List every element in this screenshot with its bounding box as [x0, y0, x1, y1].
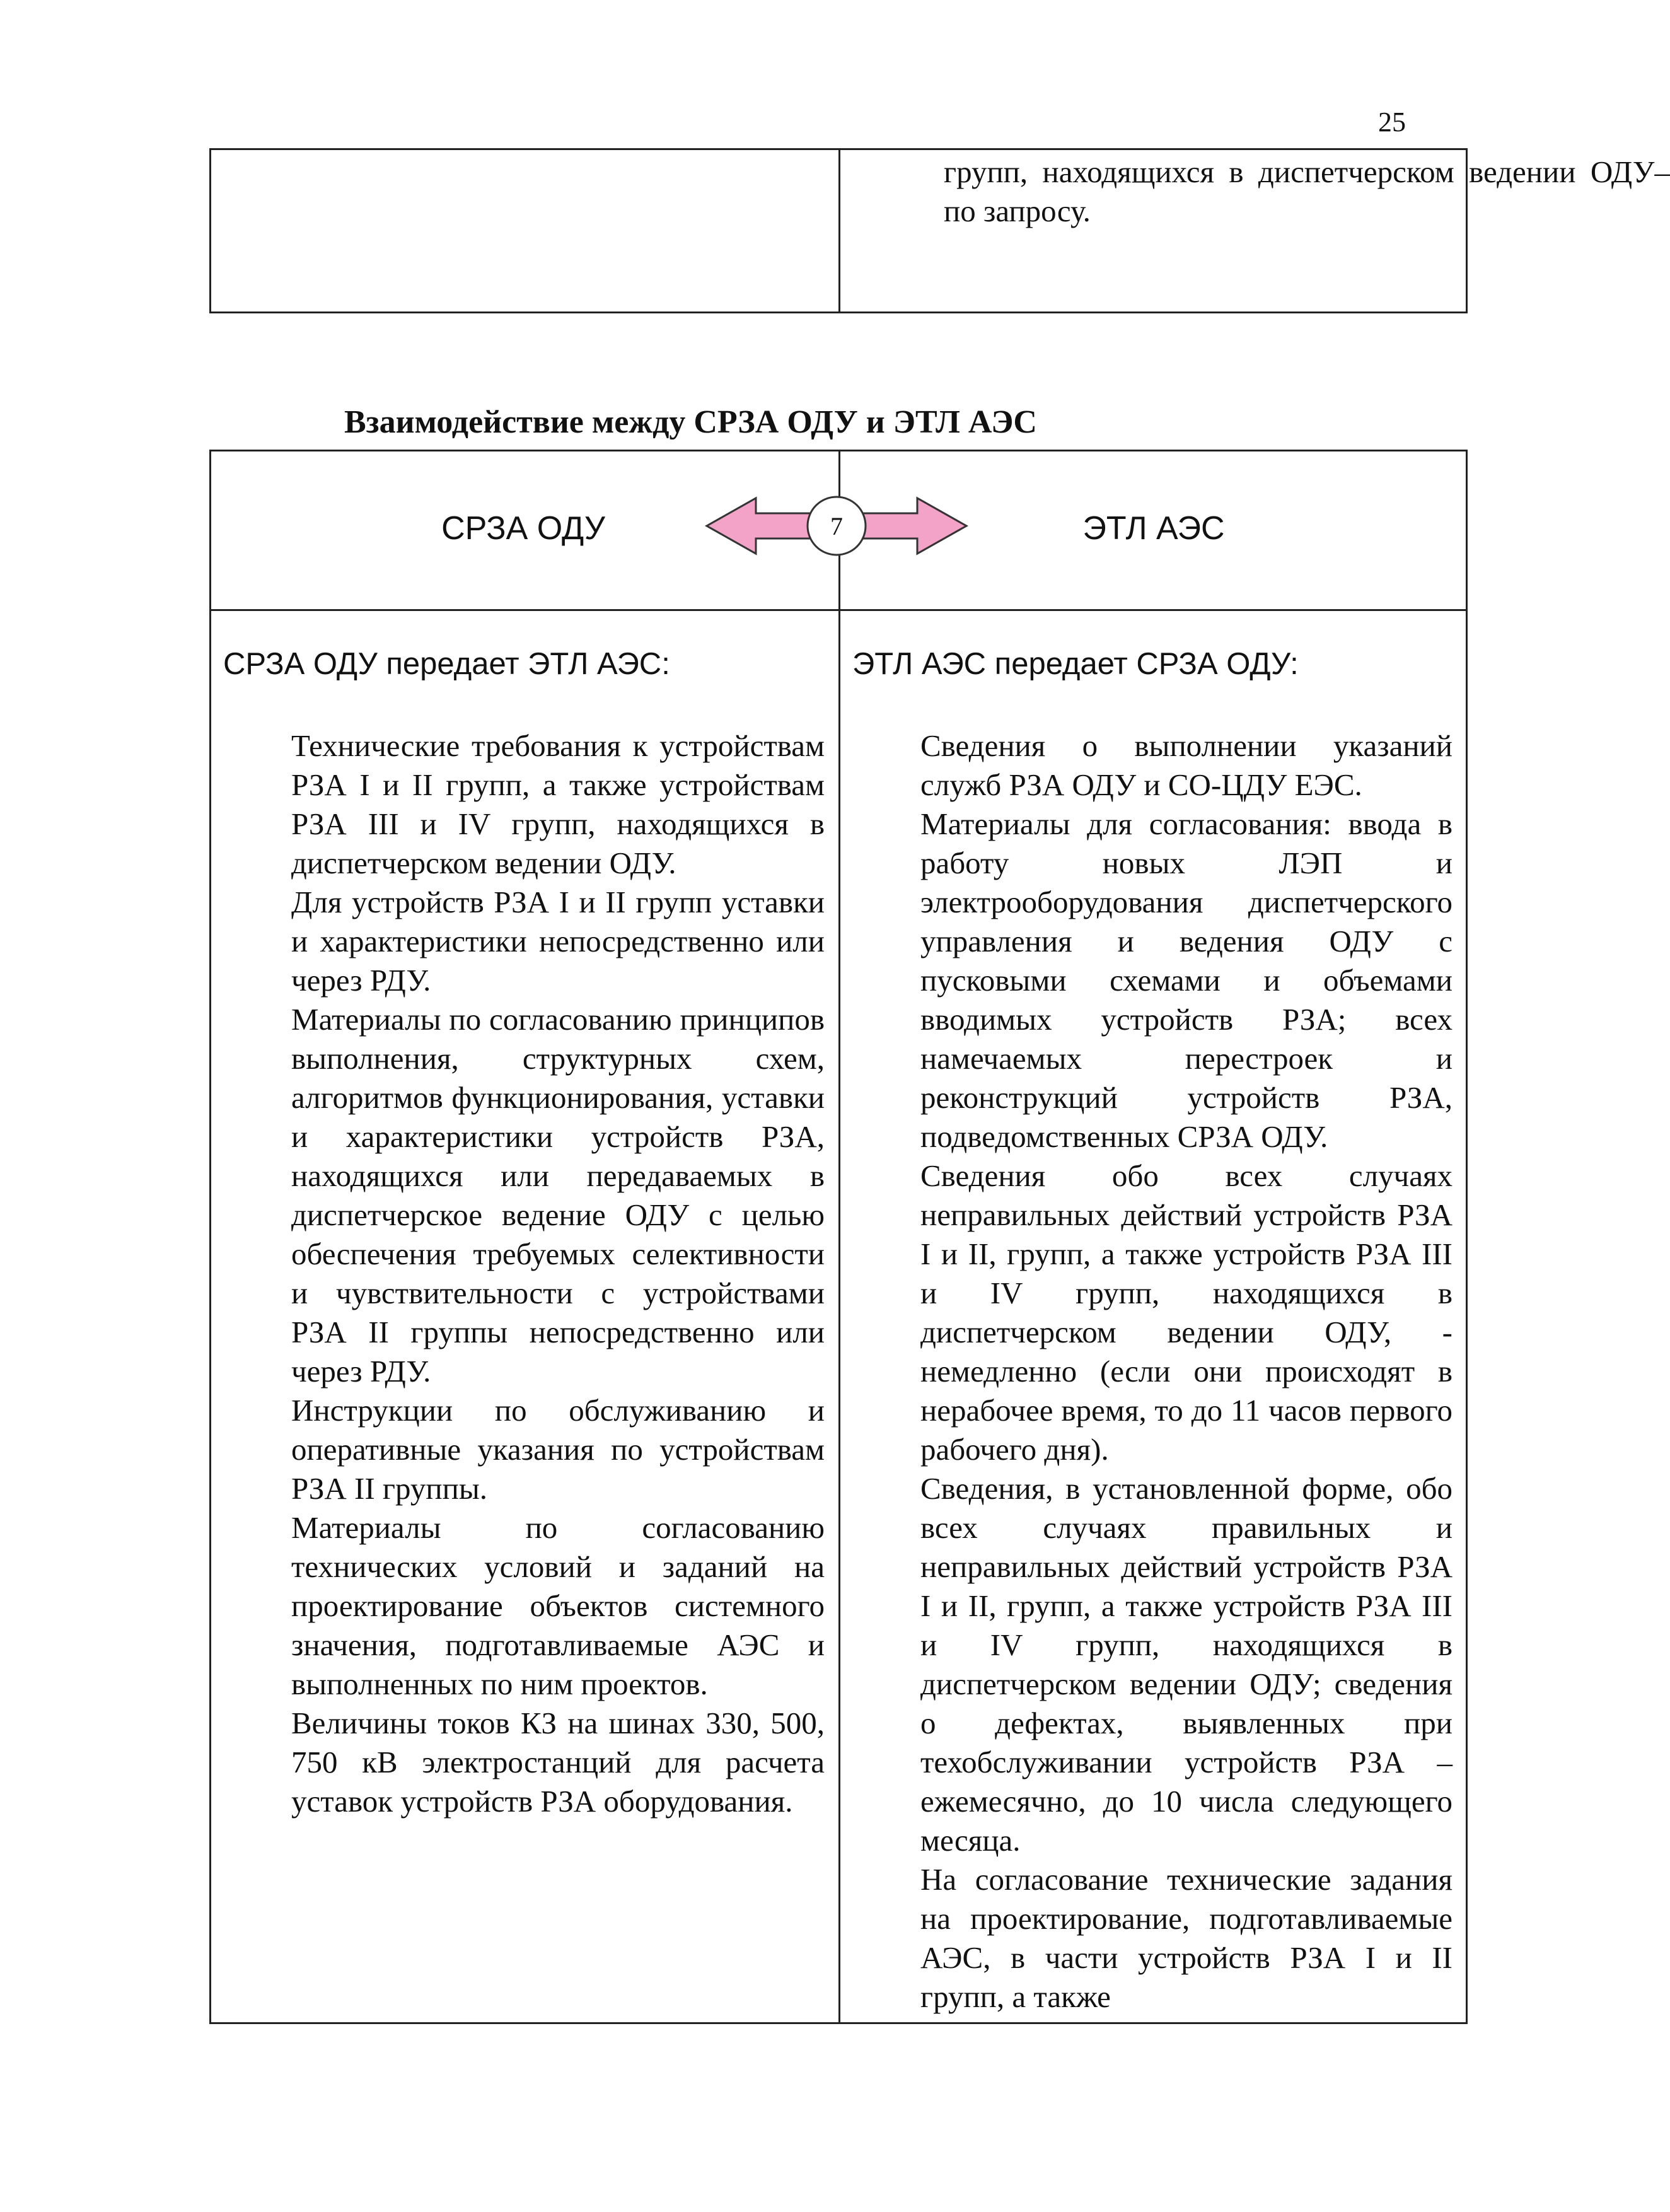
list-item: Сведения, в установленной форме, обо всех случаях правильных и неправильных действий устройств РЗА I и II, групп, а также устройств РЗА III и IV групп, находящихся в диспетчерском ведении ОДУ; сведения о дефектах, выявленных при техобслуживании устройств РЗА – ежемесячно, до 10 числа следующего месяца.: [920, 1471, 1453, 1858]
list-item: Материалы по согласованию технических условий и заданий на проектирование объектов системного значения, подготавливаемые АЭС и выполненных по ним проектов.: [291, 1510, 825, 1701]
left-column-lead: СРЗА ОДУ передает ЭТЛ АЭС:: [223, 647, 670, 681]
list-item: Инструкции по обслуживанию и оперативные указания по устройствам РЗА II группы.: [291, 1393, 825, 1506]
list-item: Материалы для согласования: ввода в работу новых ЛЭП и электрооборудования диспетчерского управления и ведения ОДУ с пусковыми схемами и объемами вводимых устройств РЗА; всех намечаемых перестроек и реконструкций устройств РЗА, подведомственных СРЗА ОДУ.: [920, 806, 1453, 1154]
header-row-divider: [211, 609, 1466, 611]
list-item: Технические требования к устройствам РЗА I и II групп, а также устройствам РЗА III и IV групп, находящихся в диспетчерском ведении ОДУ.: [291, 728, 825, 880]
list-item: На согласование технические задания на проектирование, подготавливаемые АЭС, в части устройств РЗА I и II групп, а также: [920, 1862, 1453, 2014]
header-left: СРЗА ОДУ: [441, 510, 605, 547]
right-column-lead: ЭТЛ АЭС передает СРЗА ОДУ:: [852, 647, 1299, 681]
column-divider: [838, 451, 840, 2022]
continuation-table: [209, 148, 1670, 313]
list-item: Для устройств РЗА I и II групп уставки и характеристики непосредственно или через РДУ.: [291, 885, 825, 998]
right-column-items: [920, 726, 1453, 2017]
list-item: Сведения о выполнении указаний служб РЗА ОДУ и СО-ЦДУ ЕЭС.: [920, 728, 1453, 802]
left-column-items: [291, 726, 825, 1821]
continuation-cell-text: групп, находящихся в диспетчерском ведении ОДУ– по запросу.: [944, 154, 1670, 228]
list-item: Сведения обо всех случаях неправильных действий устройств РЗА I и II, групп, а также устройств РЗА III и IV групп, находящихся в диспетчерском ведении ОДУ, - немедленно (если они происходят в нерабочее время, то до 11 часов первого рабочего дня).: [920, 1158, 1453, 1467]
header-right: ЭТЛ АЭС: [1082, 510, 1225, 547]
list-item: Величины токов КЗ на шинах 330, 500, 750 кВ электростанций для расчета уставок устройств РЗА оборудования.: [291, 1706, 825, 1819]
list-item: Материалы по согласованию принципов выполнения, структурных схем, алгоритмов функционирования, уставки и характеристики устройств РЗА, находящихся или передаваемых в диспетчерское ведение ОДУ с целью обеспечения требуемых селективности и чувствительности с устройствами РЗА II группы непосредственно или через РДУ.: [291, 1002, 825, 1388]
step-number: 7: [830, 512, 843, 540]
double-arrow-connector: [704, 494, 969, 557]
section-title: Взаимодействие между СРЗА ОДУ и ЭТЛ АЭС: [344, 404, 1037, 440]
page-number: 25: [1378, 107, 1406, 137]
column-divider: [838, 150, 840, 311]
